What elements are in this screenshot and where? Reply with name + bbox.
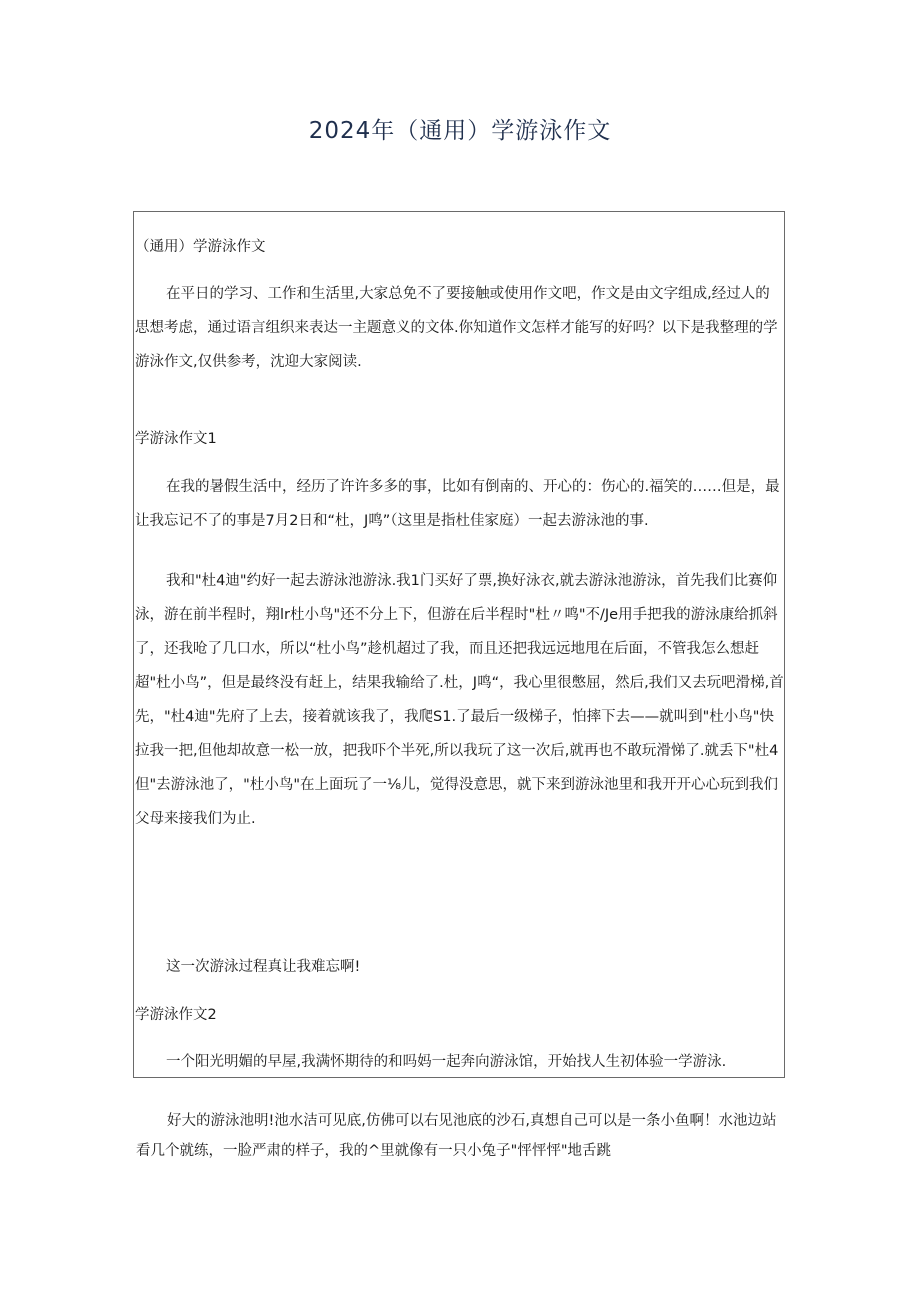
intro-paragraph: 在平日的学习、工作和生活里,大家总免不了要接触或使用作文吧，作文是由文字组成,经过人的思想考虑，通过语言组织来表达一主题意义的文体.你知道作文怎样才能写的好吗？以下是我整理的学游泳作文,仅供参考，沈迎大家阅读. bbox=[135, 286, 778, 370]
document-title: 2024年（通用）学游泳作文 bbox=[308, 118, 612, 144]
continuation-paragraph: 好大的游泳池明!池水洁可见底,仿佛可以右见池底的沙石,真想自己可以是一条小鱼啊！水池边站看几个就练，一脸严肃的样子，我的^里就像有一只小兔子"怦怦怦"地舌跳 bbox=[136, 1113, 777, 1159]
essay2-heading: 学游泳作文2 bbox=[135, 1007, 217, 1023]
essay1-paragraph-3: 这一次游泳过程真让我难忘啊! bbox=[166, 959, 361, 975]
essay1-heading: 学游泳作文1 bbox=[135, 431, 217, 447]
essay1-paragraph-2: 我和"杜4迪"约好一起去游泳池游泳.我1门买好了票,换好泳衣,就去游泳池游泳，首先我们比赛仰泳，游在前半程时，翔lr杜小鸟"还不分上下，但游在后半程时"杜〃鸣"不/Je用手把我的游泳康给抓斜了，还我呛了几口水，所以“杜小鸟”趁机超过了我，而且还把我远远地甩在后面，不管我怎么想赶超"杜小鸟”，但是最终没有赶上，结果我输给了.杜，J鸣“，我心里很憋屈，然后,我们又去玩吧滑梯,首先，"杜4迪"先府了上去，接着就该我了，我爬S1.了最后一级梯子，怕摔下去——就叫到"杜小鸟"快拉我一把,但他却故意一松一放，把我吓个半死,所以我玩了这一次后,就再也不敢玩滑悌了.就丢下"杜4但"去游泳池了，"杜小鸟"在上面玩了一⅛儿，觉得没意思，就下来到游泳池里和我开开心心玩到我们父母来接我们为止. bbox=[135, 573, 784, 827]
essay2-paragraph-1: 一个阳光明媚的早屋,我满怀期待的和吗妈一起奔向游泳馆，开始找人生初体验一学游泳. bbox=[166, 1054, 727, 1070]
subtitle: （通用）学游泳作文 bbox=[135, 239, 266, 255]
essay1-paragraph-1: 在我的暑假生活中，经历了许许多多的事，比如有倒南的、开心的：伤心的.福笑的……但是，最让我忘记不了的事是7月2日和“杜，J鸣”（这里是指杜佳家庭）一起去游泳池的事. bbox=[135, 479, 780, 529]
